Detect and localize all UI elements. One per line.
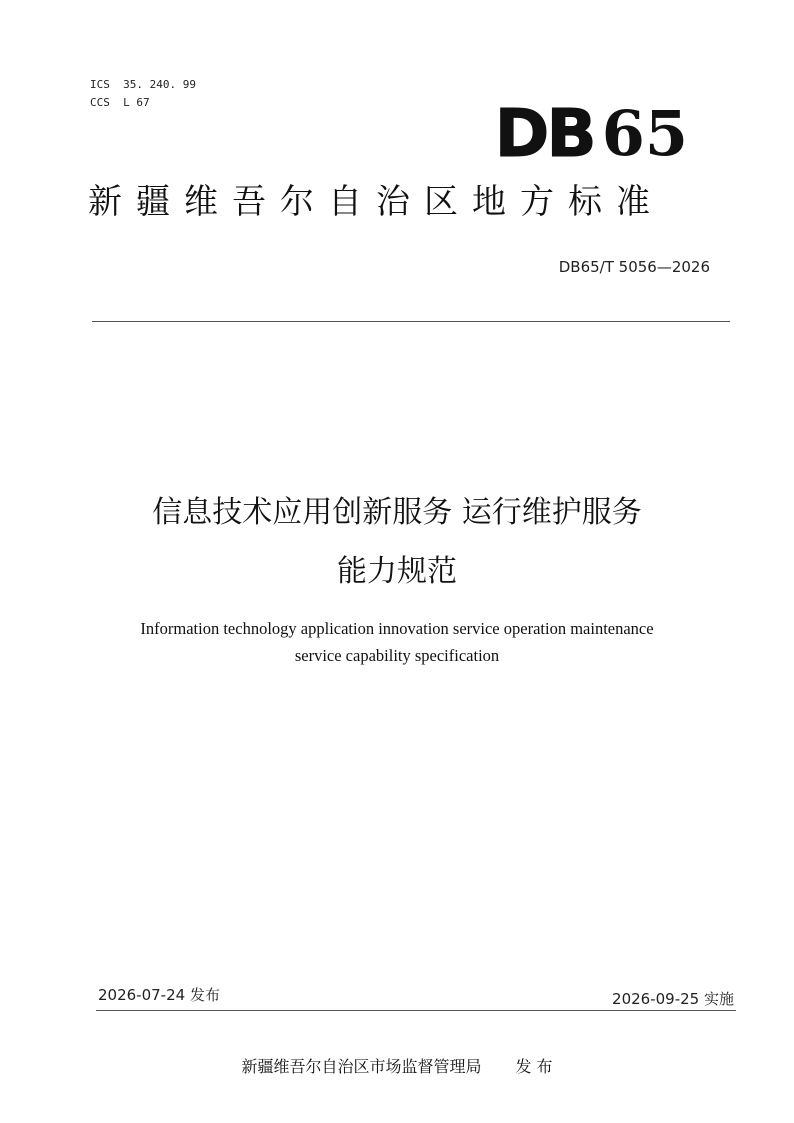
ccs-value: L 67 <box>123 96 150 109</box>
top-divider <box>92 321 730 322</box>
title-zh-line2: 能力规范 <box>337 554 457 589</box>
ccs-label: CCS <box>90 96 110 109</box>
db-logo-letters: DB <box>494 95 594 172</box>
issuer-line <box>0 1054 794 1077</box>
issuer-action: 发 布 <box>515 1057 553 1076</box>
ics-code <box>90 76 196 93</box>
db-logo <box>494 95 688 172</box>
standard-code: DB65/T 5056—2026 <box>558 258 710 276</box>
title-en-line2: service capability specification <box>294 646 500 665</box>
title-zh-line1: 信息技术应用创新服务 运行维护服务 <box>152 495 642 530</box>
ics-label: ICS <box>90 78 110 91</box>
standard-type-heading: 新疆维吾尔自治区地方标准 <box>88 182 664 222</box>
bottom-divider <box>96 1010 736 1011</box>
release-date: 2026-07-24 发布 <box>98 986 220 1004</box>
db-logo-number: 65 <box>601 97 688 170</box>
ccs-code <box>90 94 150 111</box>
implement-date: 2026-09-25 实施 <box>612 990 734 1008</box>
ics-value: 35. 240. 99 <box>123 78 196 91</box>
title-en-line1: Information technology application innovation service operation maintenance <box>140 619 654 638</box>
issuer-name: 新疆维吾尔自治区市场监督管理局 <box>241 1057 482 1076</box>
